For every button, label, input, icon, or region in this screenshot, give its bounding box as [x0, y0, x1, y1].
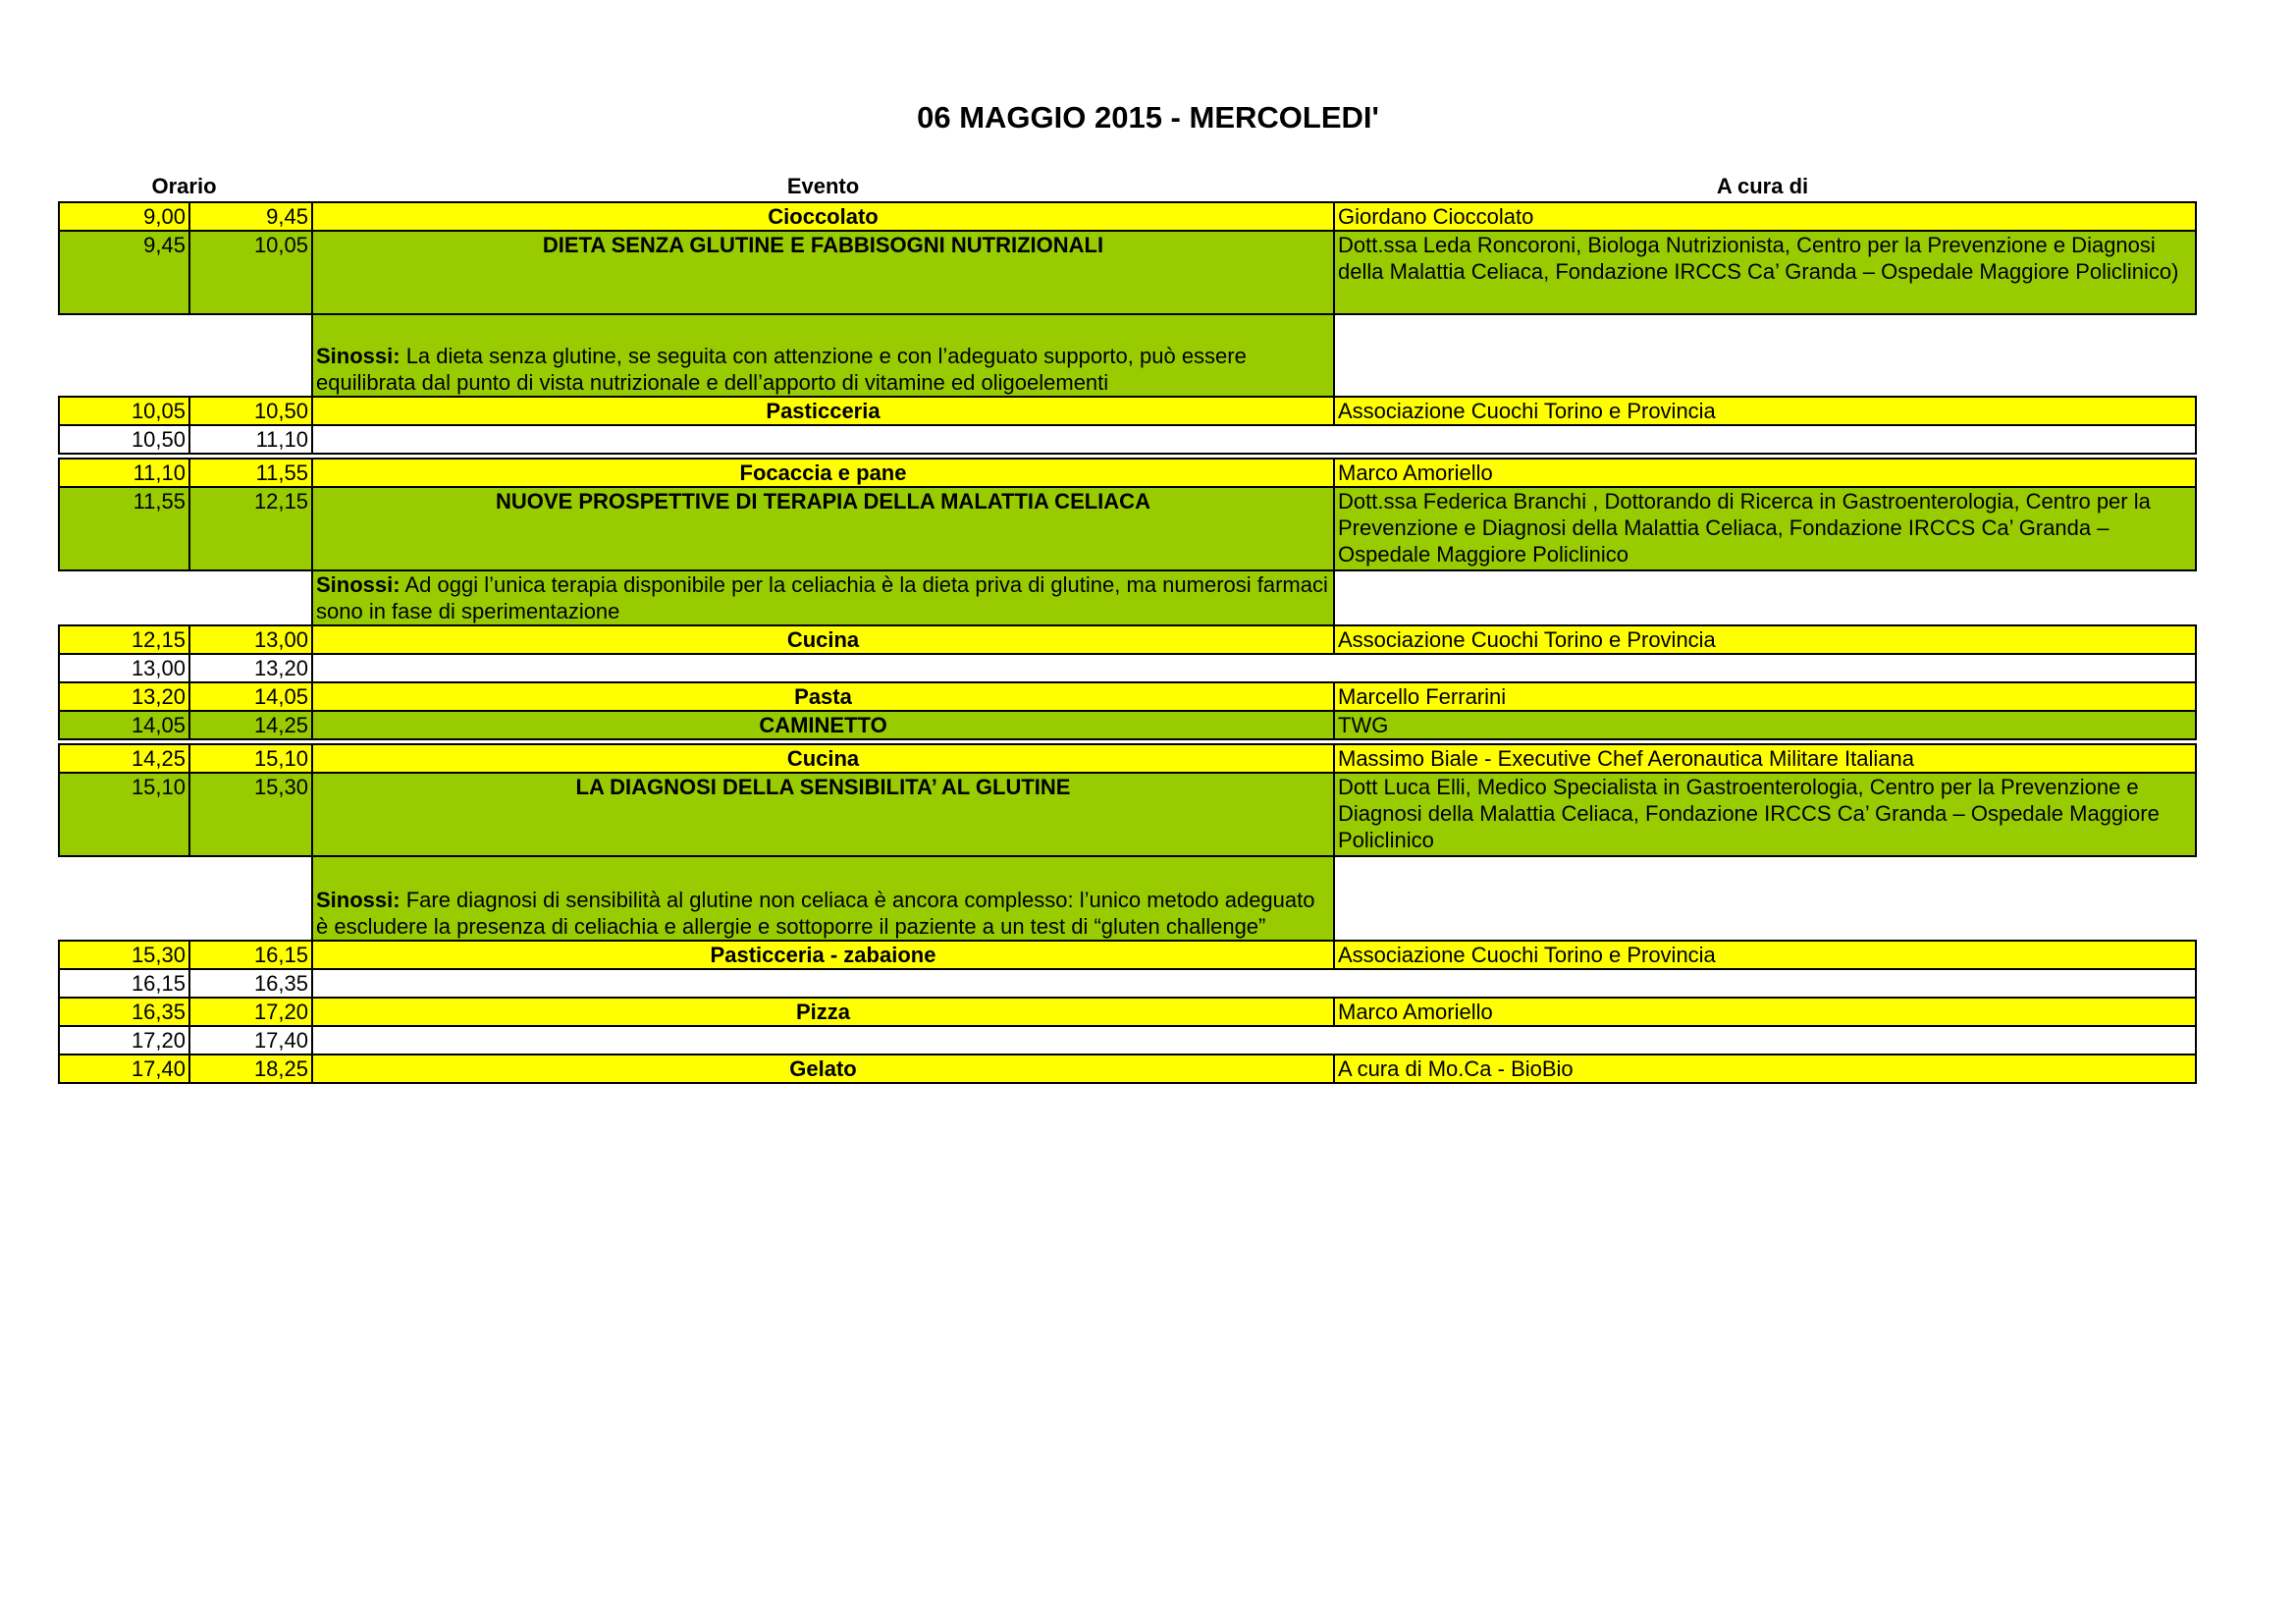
break-row: [59, 969, 2196, 998]
event-cell: DIETA SENZA GLUTINE E FABBISOGNI NUTRIZIONALI: [312, 231, 1334, 314]
synopsis-label: Sinossi:: [316, 344, 400, 368]
end-time-cell: 15,10: [189, 744, 312, 773]
start-time-cell: 16,35: [59, 998, 189, 1026]
schedule-row: [59, 682, 2196, 711]
schedule-row: [59, 773, 2196, 856]
column-header-evento: Evento: [786, 174, 860, 198]
organizer-cell: A cura di Mo.Ca - BioBio: [1334, 1055, 2196, 1083]
empty-cell: [312, 425, 2196, 454]
end-time-cell: 17,40: [189, 1026, 312, 1055]
blank-cell: [1334, 314, 2196, 397]
end-time-cell: 13,20: [189, 654, 312, 682]
schedule-row: [59, 1055, 2196, 1083]
empty-cell: [312, 654, 2196, 682]
start-time-cell: 9,00: [59, 202, 189, 231]
event-cell: Cucina: [312, 625, 1334, 654]
organizer-cell: Marcello Ferrarini: [1334, 682, 2196, 711]
start-time-cell: 15,30: [59, 941, 189, 969]
start-time-cell: 14,25: [59, 744, 189, 773]
schedule-row: [59, 998, 2196, 1026]
organizer-cell: Giordano Cioccolato: [1334, 202, 2196, 231]
blank-cell: [1334, 570, 2196, 625]
synopsis-row: [59, 570, 2196, 625]
event-cell: Pasticceria: [312, 397, 1334, 425]
start-time-cell: 15,10: [59, 773, 189, 856]
column-header-orario: Orario: [151, 174, 217, 198]
empty-cell: [312, 969, 2196, 998]
event-cell: Cucina: [312, 744, 1334, 773]
schedule-row: [59, 941, 2196, 969]
synopsis-cell: [312, 570, 1334, 625]
start-time-cell: 13,00: [59, 654, 189, 682]
end-time-cell: 14,25: [189, 711, 312, 739]
synopsis-row: [59, 314, 2196, 397]
organizer-cell: Marco Amoriello: [1334, 459, 2196, 487]
schedule-row: [59, 397, 2196, 425]
schedule-row: [59, 459, 2196, 487]
schedule-row: [59, 744, 2196, 773]
start-time-cell: 10,05: [59, 397, 189, 425]
schedule-row: [59, 625, 2196, 654]
end-time-cell: 15,30: [189, 773, 312, 856]
end-time-cell: 17,20: [189, 998, 312, 1026]
synopsis-text: Ad oggi l’unica terapia disponibile per la celiachia è la dieta priva di glutine, ma numerosi farmaci sono in fase di sperimentazione: [316, 572, 1328, 623]
event-cell: NUOVE PROSPETTIVE DI TERAPIA DELLA MALATTIA CELIACA: [312, 487, 1334, 570]
blank-cell: [1334, 856, 2196, 941]
end-time-cell: 14,05: [189, 682, 312, 711]
event-cell: Gelato: [312, 1055, 1334, 1083]
organizer-cell: Associazione Cuochi Torino e Provincia: [1334, 625, 2196, 654]
organizer-cell: Massimo Biale - Executive Chef Aeronautica Militare Italiana: [1334, 744, 2196, 773]
organizer-cell: Marco Amoriello: [1334, 998, 2196, 1026]
event-cell: Pasta: [312, 682, 1334, 711]
organizer-cell: TWG: [1334, 711, 2196, 739]
synopsis-cell: [312, 314, 1334, 397]
start-time-cell: 10,50: [59, 425, 189, 454]
event-cell: LA DIAGNOSI DELLA SENSIBILITA’ AL GLUTINE: [312, 773, 1334, 856]
page-title: 06 MAGGIO 2015 - MERCOLEDI': [917, 100, 1379, 135]
start-time-cell: 14,05: [59, 711, 189, 739]
organizer-cell: Dott.ssa Leda Roncoroni, Biologa Nutrizionista, Centro per la Prevenzione e Diagnosi della Malattia Celiaca, Fondazione IRCCS Ca’ Granda – Ospedale Maggiore Policlinico): [1334, 231, 2196, 314]
start-time-cell: 12,15: [59, 625, 189, 654]
end-time-cell: 12,15: [189, 487, 312, 570]
blank-cell: [59, 570, 312, 625]
end-time-cell: 18,25: [189, 1055, 312, 1083]
organizer-cell: Dott.ssa Federica Branchi , Dottorando di Ricerca in Gastroenterologia, Centro per la Prevenzione e Diagnosi della Malattia Celiaca, Fondazione IRCCS Ca’ Granda – Ospedale Maggiore Policlinico: [1334, 487, 2196, 570]
break-row: [59, 1026, 2196, 1055]
end-time-cell: 10,50: [189, 397, 312, 425]
event-cell: Focaccia e pane: [312, 459, 1334, 487]
event-cell: CAMINETTO: [312, 711, 1334, 739]
break-row: [59, 425, 2196, 454]
blank-cell: [59, 314, 312, 397]
break-row: [59, 654, 2196, 682]
start-time-cell: 17,20: [59, 1026, 189, 1055]
synopsis-cell: [312, 856, 1334, 941]
start-time-cell: 11,55: [59, 487, 189, 570]
synopsis-label: Sinossi:: [316, 888, 400, 912]
synopsis-text: La dieta senza glutine, se seguita con attenzione e con l’adeguato supporto, può essere equilibrata dal punto di vista nutrizionale e dell’apporto di vitamine ed oligoelementi: [316, 344, 1247, 395]
synopsis-row: [59, 856, 2196, 941]
start-time-cell: 9,45: [59, 231, 189, 314]
synopsis-label: Sinossi:: [316, 572, 400, 597]
organizer-cell: Dott Luca Elli, Medico Specialista in Gastroenterologia, Centro per la Prevenzione e Diagnosi della Malattia Celiaca, Fondazione IRCCS Ca’ Granda – Ospedale Maggiore Policlinico: [1334, 773, 2196, 856]
organizer-cell: Associazione Cuochi Torino e Provincia: [1334, 941, 2196, 969]
synopsis-text: Fare diagnosi di sensibilità al glutine non celiaca è ancora complesso: l’unico metodo adeguato è escludere la presenza di celiachia e allergie e sottoporre il paziente a un test di “gluten challenge”: [316, 888, 1315, 939]
event-cell: Pasticceria - zabaione: [312, 941, 1334, 969]
start-time-cell: 11,10: [59, 459, 189, 487]
start-time-cell: 16,15: [59, 969, 189, 998]
end-time-cell: 10,05: [189, 231, 312, 314]
schedule-table: [58, 201, 2197, 1084]
event-cell: Pizza: [312, 998, 1334, 1026]
blank-cell: [59, 856, 312, 941]
end-time-cell: 16,15: [189, 941, 312, 969]
event-cell: Cioccolato: [312, 202, 1334, 231]
organizer-cell: Associazione Cuochi Torino e Provincia: [1334, 397, 2196, 425]
end-time-cell: 16,35: [189, 969, 312, 998]
column-header-a-cura-di: A cura di: [1716, 174, 1809, 198]
end-time-cell: 9,45: [189, 202, 312, 231]
start-time-cell: 13,20: [59, 682, 189, 711]
schedule-row: [59, 487, 2196, 570]
start-time-cell: 17,40: [59, 1055, 189, 1083]
end-time-cell: 11,55: [189, 459, 312, 487]
schedule-row: [59, 202, 2196, 231]
empty-cell: [312, 1026, 2196, 1055]
end-time-cell: 13,00: [189, 625, 312, 654]
schedule-row: [59, 711, 2196, 739]
end-time-cell: 11,10: [189, 425, 312, 454]
schedule-row: [59, 231, 2196, 314]
